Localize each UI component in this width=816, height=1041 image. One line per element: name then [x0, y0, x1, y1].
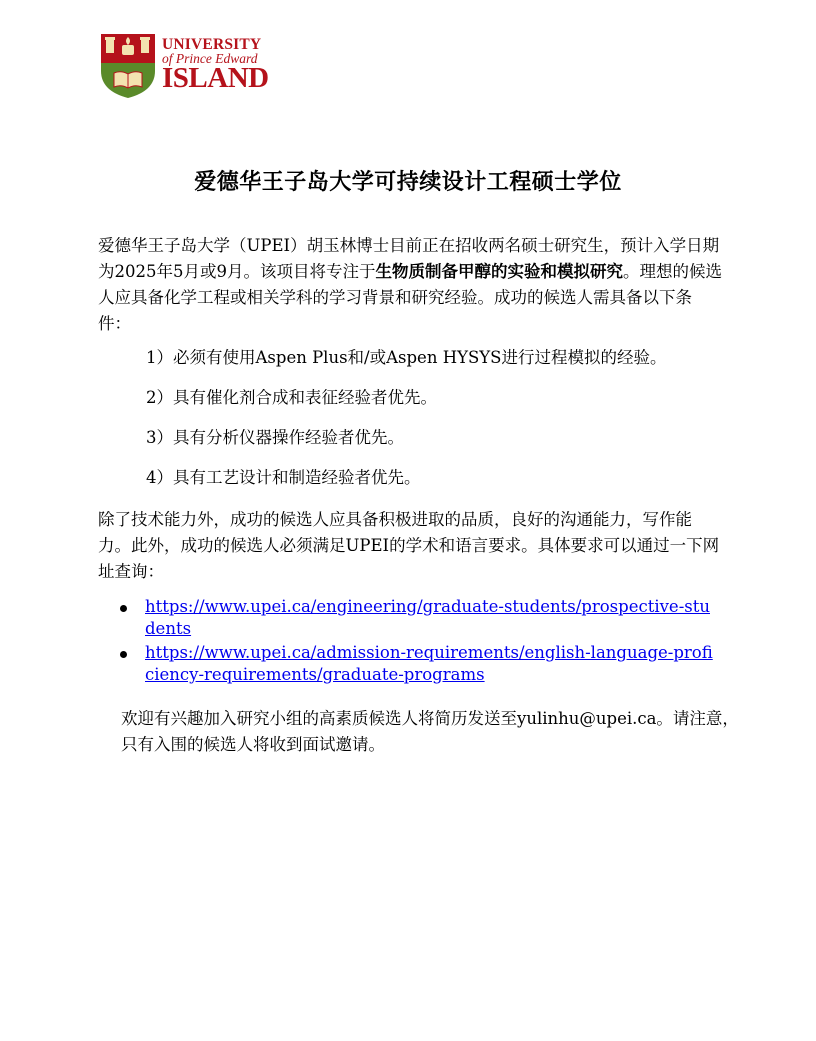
requirement-item: 4）具有工艺设计和制造经验者优先。	[146, 468, 421, 487]
link-prospective-students[interactable]: https://www.upei.ca/engineering/graduate-students/prospective-students	[145, 597, 710, 638]
intro-bold-topic: 生物质制备甲醇的实验和模拟研究	[375, 262, 623, 281]
requirement-item: 1）必须有使用Aspen Plus和/或Aspen HYSYS进行过程模拟的经验。	[146, 348, 667, 367]
logo-line-island: ISLAND	[162, 62, 269, 94]
bullet-icon	[120, 605, 127, 612]
requirement-item: 3）具有分析仪器操作经验者优先。	[146, 428, 404, 447]
list-item	[98, 596, 718, 640]
link-list	[98, 596, 718, 688]
link-english-proficiency[interactable]: https://www.upei.ca/admission-requirements/english-language-proficiency-requirements/graduate-programs	[145, 643, 713, 684]
intro-paragraph	[98, 233, 722, 337]
logo-line-university: UNIVERSITY	[162, 36, 262, 53]
closing-paragraph: 欢迎有兴趣加入研究小组的高素质候选人将简历发送至yulinhu@upei.ca。请注意，只有入围的候选人将收到面试邀请。	[121, 709, 739, 754]
intro-text-1: 爱德华王子岛大学（UPEI）胡玉林博士目前正在招收两名硕士研究生，预计入学日期为2025年5月或9月。该项目将专注于	[98, 236, 720, 281]
requirements-paragraph: 除了技术能力外，成功的候选人应具备积极进取的品质，良好的沟通能力，写作能力。此外，成功的候选人必须满足UPEI的学术和语言要求。具体要求可以通过一下网址查询：	[98, 510, 720, 581]
requirement-item: 2）具有催化剂合成和表征经验者优先。	[146, 388, 437, 407]
page-title: 爱德华王子岛大学可持续设计工程硕士学位	[194, 170, 622, 195]
bullet-icon	[120, 651, 127, 658]
list-item	[98, 642, 718, 686]
logo-line-prince-edward: of Prince Edward	[162, 51, 258, 66]
intro-text-2: 。理想的候选人应具备化学工程或相关学科的学习背景和研究经验。成功的候选人需具备以下条件：	[98, 262, 722, 333]
